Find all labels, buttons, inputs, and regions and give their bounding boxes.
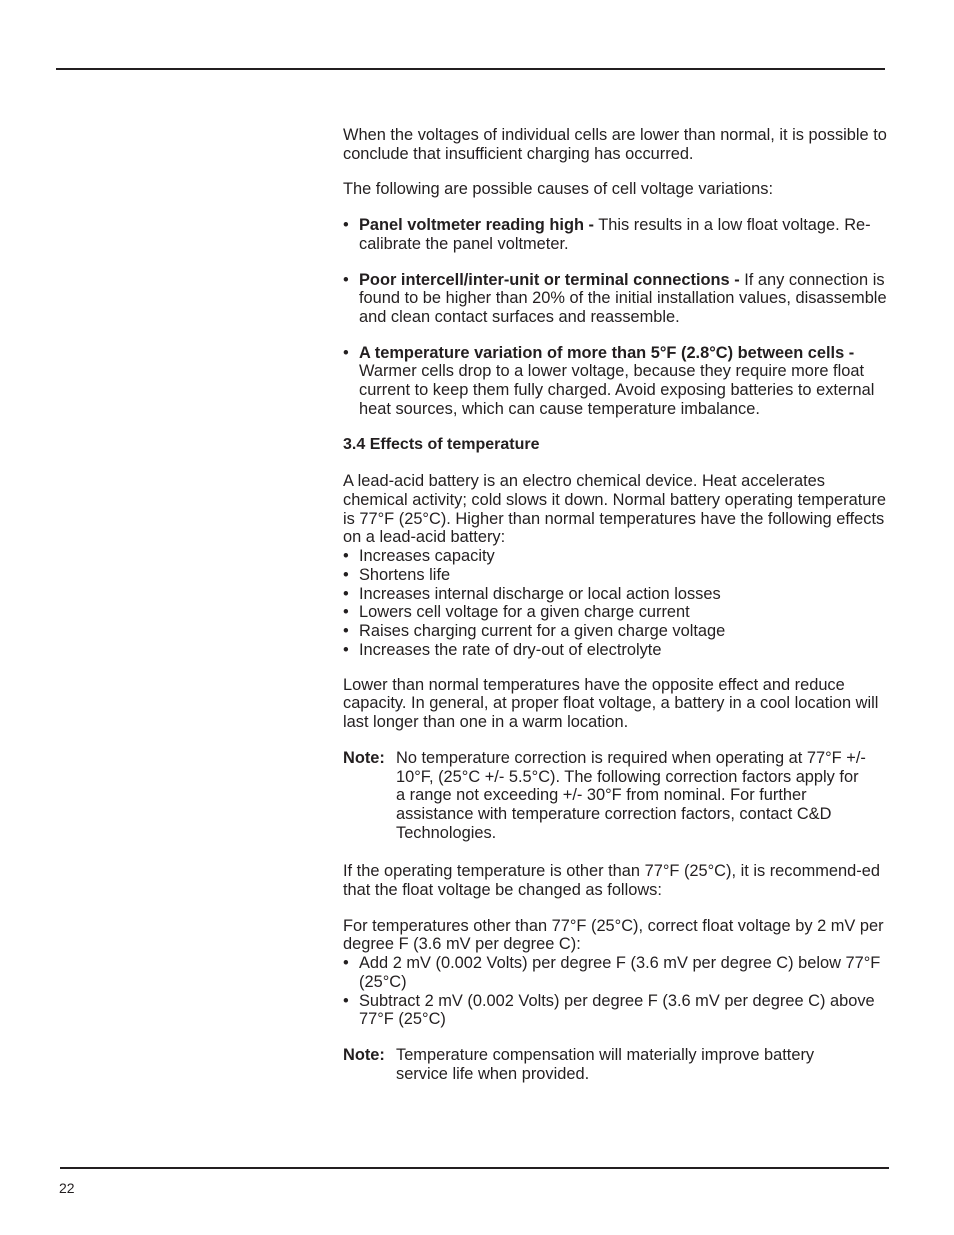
lower-temperature-paragraph: Lower than normal temperatures have the opposite effect and reduce capacity. In general, at proper float voltage, a battery in a cool location will last longer than one in a warm location. <box>343 675 879 732</box>
effect-item: • Increases the rate of dry-out of electrolyte <box>343 641 888 660</box>
compensation-note <box>343 1046 888 1083</box>
float-voltage-correction-paragraph: For temperatures other than 77°F (25°C), correct float voltage by 2 mV per degree F (3.6 mV per degree C): <box>343 916 884 954</box>
adjustment-item: • Add 2 mV (0.002 Volts) per degree F (3.6 mV per degree C) below 77°F (25°C) <box>343 954 888 991</box>
temperature-intro: A lead-acid battery is an electro chemical device. Heat accelerates chemical activity; cold slows it down. Normal battery operating temperature is 77°F (25°C). Higher than normal temperatures have the following effects on a lead-acid battery: <box>343 472 886 547</box>
cause-title: A temperature variation of more than 5°F (2.8°C) between cells - <box>359 343 855 362</box>
causes-intro: The following are possible causes of cell voltage variations: <box>343 180 774 199</box>
adjustment-item: • Subtract 2 mV (0.002 Volts) per degree F (3.6 mV per degree C) above 77°F (25°C) <box>343 992 888 1029</box>
note-text-continued: assistance with temperature correction factors, contact C&D Technologies. <box>396 804 832 842</box>
footer-rule <box>60 1167 889 1169</box>
temperature-note <box>343 749 888 843</box>
effect-item: • Raises charging current for a given charge voltage <box>343 622 888 641</box>
note-label: Note: <box>343 1045 385 1064</box>
effect-item: • Shortens life <box>343 566 888 585</box>
cause-item <box>343 344 888 419</box>
page-body <box>343 126 888 1083</box>
cause-text: This results in a low float voltage. Re-calibrate the panel voltmeter. <box>359 216 871 253</box>
operating-temperature-paragraph: If the operating temperature is other than 77°F (25°C), it is recommend-ed that the float voltage be changed as follows: <box>343 862 880 900</box>
effect-item: • Lowers cell voltage for a given charge current <box>343 603 888 622</box>
note-label: Note: <box>343 748 385 767</box>
causes-list <box>343 216 888 418</box>
effect-item: • Increases capacity <box>343 547 888 566</box>
cause-text: If any connection is found to be higher than 20% of the initial installation values, disassemble and clean contact surfaces and reassemble. <box>359 270 887 326</box>
cause-title: Poor intercell/inter-unit or terminal connections - <box>359 270 740 289</box>
section-heading: 3.4 Effects of temperature <box>343 436 540 454</box>
cause-item <box>343 216 888 253</box>
cause-text: Warmer cells drop to a lower voltage, because they require more float current to keep them fully charged. Avoid exposing batteries to external heat sources, which can cause temperature imbalance. <box>359 362 875 418</box>
effect-item: • Increases internal discharge or local action losses <box>343 585 888 604</box>
intro-paragraph: When the voltages of individual cells are lower than normal, it is possible to conclude that insufficient charging has occurred. <box>343 126 887 163</box>
page-number: 22 <box>59 1180 75 1196</box>
adjustment-list <box>343 954 888 1029</box>
header-rule <box>56 68 885 70</box>
cause-item <box>343 271 888 327</box>
note-text: No temperature correction is required when operating at 77°F +/- 10°F, (25°C +/- 5.5°C). The following correction factors apply for a range not exceeding +/- 30°F from nominal. For further <box>396 748 866 805</box>
note-body: Temperature compensation will materially improve battery service life when provided. <box>396 1045 815 1083</box>
effects-list <box>343 547 888 660</box>
cause-title: Panel voltmeter reading high - <box>359 216 594 235</box>
note-body <box>396 749 888 843</box>
